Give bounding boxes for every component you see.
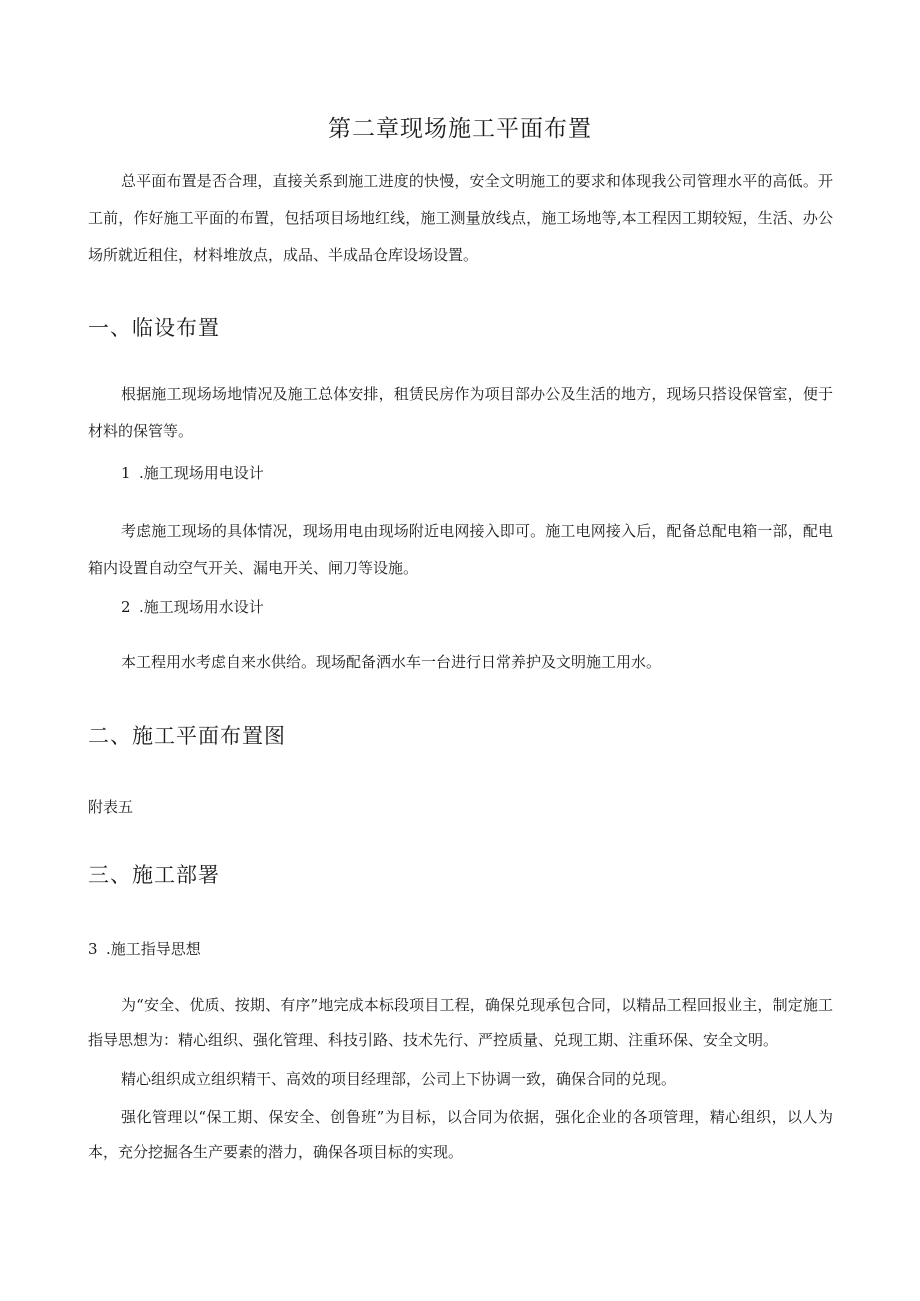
appendix-reference: 附表五 [88, 798, 134, 816]
section-heading-construction-deployment: 三、施工部署 [88, 863, 220, 887]
section-heading-temporary-facilities: 一、临设布置 [88, 316, 220, 340]
subitem-label: .施工指导思想 [106, 940, 201, 958]
intro-paragraph: 总平面布置是否合理，直接关系到施工进度的快慢，安全文明施工的要求和体现我公司管理水平的高低。开工前，作好施工平面的布置，包括项目场地红线，施工测量放线点，施工场地等,本工程因工期较短，生活、办公场所就近租住，材料堆放点，成品、半成品仓库设场设置。 [88, 172, 833, 264]
subitem-number: 2 [121, 598, 131, 616]
subitem-guiding-ideology [88, 937, 201, 961]
subitem-number: 3 [88, 940, 98, 958]
subitem-label: .施工现场用电设计 [139, 464, 264, 482]
organization-paragraph: 精心组织成立组织精干、高效的项目经理部，公司上下协调一致，确保合同的兑现。 [121, 1070, 677, 1088]
subitem-label: .施工现场用水设计 [139, 598, 264, 616]
guiding-ideology-paragraph: 为“安全、优质、按期、有序”地完成本标段项目工程，确保兑现承包合同，以精品工程回报业主，制定施工指导思想为：精心组织、强化管理、科技引路、技术先行、严控质量、兑现工期、注重环保、安全文明。 [88, 996, 833, 1049]
subitem-water [121, 595, 264, 619]
electricity-paragraph: 考虑施工现场的具体情况，现场用电由现场附近电网接入即可。施工电网接入后，配备总配电箱一部，配电箱内设置自动空气开关、漏电开关、闸刀等设施。 [88, 522, 833, 577]
water-paragraph: 本工程用水考虑自来水供给。现场配备洒水车一台进行日常养护及文明施工用水。 [121, 653, 662, 671]
temporary-facilities-paragraph: 根据施工现场场地情况及施工总体安排，租赁民房作为项目部办公及生活的地方，现场只搭设保管室，便于材料的保管等。 [88, 385, 833, 440]
subitem-number: 1 [121, 464, 131, 482]
subitem-electricity [121, 461, 264, 485]
management-paragraph: 强化管理以“保工期、保安全、创鲁班”为目标，以合同为依据，强化企业的各项管理，精心组织，以人为本，充分挖掘各生产要素的潜力，确保各项目标的实现。 [88, 1108, 833, 1161]
chapter-title: 第二章现场施工平面布置 [328, 116, 592, 142]
section-heading-site-layout-plan: 二、施工平面布置图 [88, 724, 286, 748]
